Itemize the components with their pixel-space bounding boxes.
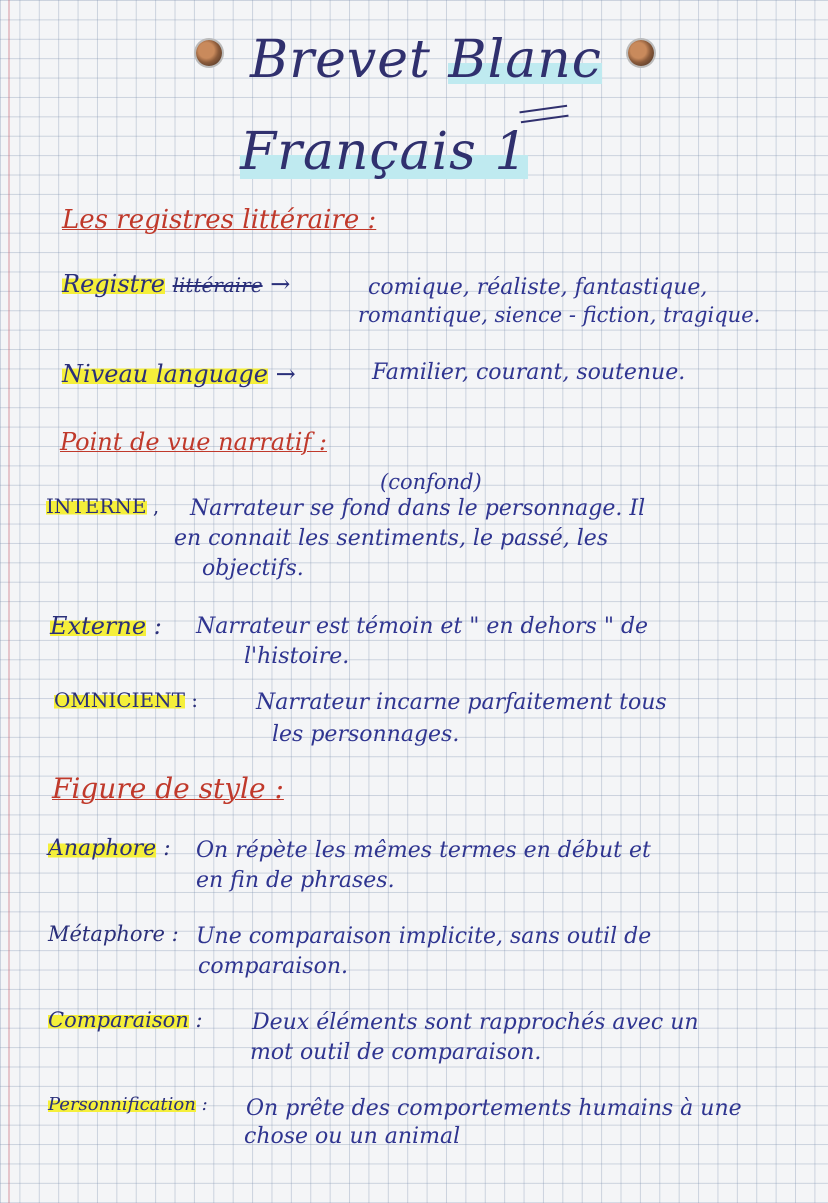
externe-line-2: l'histoire.	[244, 644, 350, 669]
niveau-term: Niveau language	[62, 360, 268, 388]
personnification-term-group	[48, 1094, 208, 1115]
heading-point-de-vue: Point de vue narratif :	[60, 428, 328, 456]
personnification-term: Personnification	[48, 1094, 196, 1115]
registre-arrow: →	[270, 270, 291, 298]
anaphore-line-1: On répète les mêmes termes en début et	[196, 838, 651, 863]
metaphore-separator: :	[171, 922, 179, 946]
personnification-separator: :	[201, 1094, 208, 1115]
comparaison-separator: :	[195, 1008, 203, 1032]
registre-struck-word: littéraire	[172, 273, 263, 297]
metaphore-line-1: Une comparaison implicite, sans outil de	[196, 924, 652, 949]
binder-hole-right	[628, 40, 654, 66]
omnicient-line-2: les personnages.	[272, 722, 460, 747]
registre-values-line-2: romantique, sience - fiction, tragique.	[358, 303, 761, 327]
omnicient-term: OMNICIENT	[54, 688, 185, 712]
interne-line-3: objectifs.	[202, 556, 304, 581]
metaphore-line-2: comparaison.	[198, 954, 348, 979]
personnification-line-2: chose ou un animal	[244, 1124, 461, 1149]
heading-figures-de-style: Figure de style :	[52, 772, 284, 805]
title-line-2	[240, 122, 528, 182]
anaphore-separator: :	[163, 836, 171, 861]
metaphore-term: Métaphore	[48, 922, 165, 946]
externe-separator: :	[153, 612, 162, 640]
omnicient-term-group	[54, 688, 198, 712]
interne-note: (confond)	[380, 470, 482, 494]
comparaison-term: Comparaison	[48, 1008, 189, 1032]
title-word-blanc: Blanc	[448, 30, 602, 90]
niveau-arrow: →	[275, 360, 296, 388]
interne-line-1: Narrateur se fond dans le personnage. Il	[190, 496, 646, 521]
heading-registres: Les registres littéraire :	[62, 205, 377, 235]
interne-term-group	[46, 494, 159, 518]
interne-term: INTERNE	[46, 494, 147, 518]
interne-line-2: en connait les sentiments, le passé, les	[174, 526, 609, 551]
binder-hole-left	[196, 40, 222, 66]
registre-term-group	[62, 270, 290, 298]
externe-line-1: Narrateur est témoin et " en dehors " de	[196, 614, 649, 639]
comparaison-line-1: Deux éléments sont rapprochés avec un	[252, 1010, 699, 1035]
niveau-values: Familier, courant, soutenue.	[372, 360, 686, 385]
omnicient-separator: :	[191, 688, 199, 712]
title-word-brevet: Brevet	[250, 30, 431, 90]
title-double-underline	[519, 105, 568, 124]
externe-term-group	[50, 612, 162, 640]
interne-separator: ,	[152, 494, 160, 518]
registre-values-line-1: comique, réaliste, fantastique,	[368, 275, 708, 300]
page-margin-line	[8, 0, 10, 1203]
niveau-term-group	[62, 360, 296, 388]
metaphore-term-group	[48, 922, 179, 946]
title-line-1	[250, 30, 602, 90]
anaphore-line-2: en fin de phrases.	[196, 868, 395, 893]
anaphore-term: Anaphore	[48, 836, 157, 861]
comparaison-term-group	[48, 1008, 203, 1032]
externe-term: Externe	[50, 612, 147, 640]
anaphore-term-group	[48, 836, 171, 861]
omnicient-line-1: Narrateur incarne parfaitement tous	[256, 690, 667, 715]
comparaison-line-2: mot outil de comparaison.	[250, 1040, 542, 1065]
title-subject: Français 1	[240, 122, 529, 182]
personnification-line-1: On prête des comportements humains à une	[246, 1096, 742, 1121]
registre-term: Registre	[62, 270, 165, 298]
